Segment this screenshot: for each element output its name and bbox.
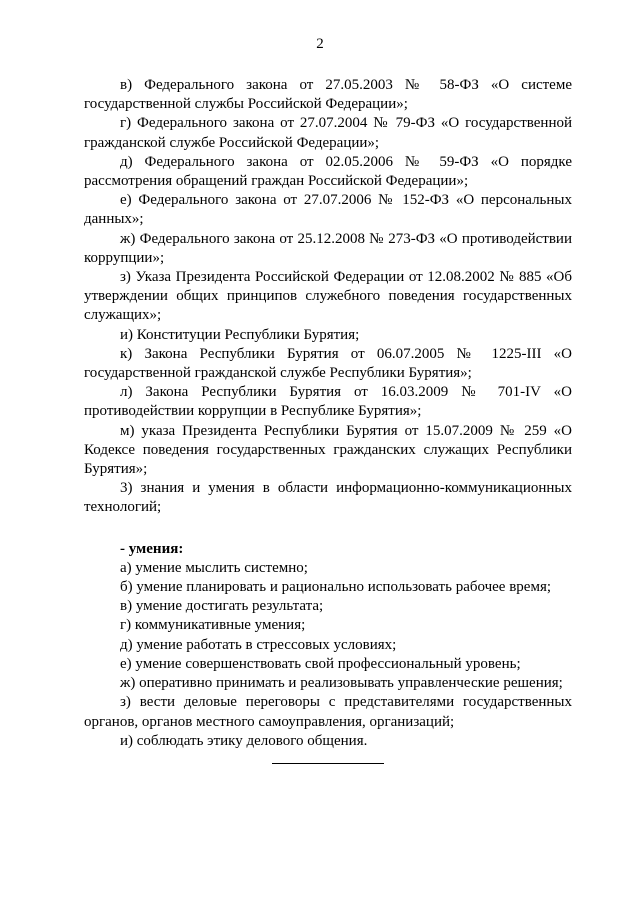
- knowledge-item-d: д) Федерального закона от 02.05.2006 № 59-ФЗ «О порядке рассмотрения обращений граждан Российской Федерации»;: [84, 153, 572, 190]
- knowledge-item-i: и) Конституции Республики Бурятия;: [120, 326, 360, 343]
- document-body: [84, 76, 572, 751]
- skill-item: е) умение совершенствовать свой профессиональный уровень;: [120, 655, 521, 672]
- skill-item: б) умение планировать и рационально использовать рабочее время;: [120, 579, 552, 596]
- skill-item: в) умение достигать результата;: [120, 598, 324, 615]
- knowledge-item-m: м) указа Президента Республики Бурятия от 15.07.2009 № 259 «О Кодексе поведения государственных гражданских служащих Республики Бурятия»;: [84, 422, 572, 478]
- skill-item: з) вести деловые переговоры с представителями государственных органов, органов местного самоуправления, организаций;: [84, 694, 572, 730]
- knowledge-item-z: з) Указа Президента Российской Федерации от 12.08.2002 № 885 «Об утверждении общих принципов служебного поведения государственных служащих»;: [84, 269, 572, 324]
- skill-item: и) соблюдать этику делового общения.: [120, 732, 368, 749]
- knowledge-item-ict: 3) знания и умения в области информационно-коммуникационных технологий;: [84, 480, 572, 516]
- knowledge-item-k: к) Закона Республики Бурятия от 06.07.2005 № 1225-III «О государственной гражданской службе Республики Бурятия»;: [84, 345, 572, 382]
- knowledge-item-e: е) Федерального закона от 27.07.2006 № 152-ФЗ «О персональных данных»;: [84, 192, 572, 228]
- page-number: 2: [316, 36, 324, 52]
- skill-item: ж) оперативно принимать и реализовывать управленческие решения;: [120, 675, 563, 692]
- end-divider-line: [272, 763, 384, 764]
- knowledge-item-l: л) Закона Республики Бурятия от 16.03.2009 № 701-IV «О противодействии коррупции в Республике Бурятия»;: [84, 384, 572, 420]
- knowledge-item-zh: ж) Федерального закона от 25.12.2008 № 273-ФЗ «О противодействии коррупции»;: [84, 230, 572, 266]
- section-gap: [84, 518, 572, 540]
- skill-item: а) умение мыслить системно;: [120, 559, 308, 576]
- skills-heading: - умения:: [120, 540, 184, 557]
- skill-item: д) умение работать в стрессовых условиях;: [120, 636, 397, 653]
- knowledge-item-g: г) Федерального закона от 27.07.2004 № 79-ФЗ «О государственной гражданской службе Российской Федерации»;: [84, 115, 572, 151]
- skill-item: г) коммуникативные умения;: [120, 617, 306, 634]
- knowledge-item-v: в) Федерального закона от 27.05.2003 № 58-ФЗ «О системе государственной службы Российской Федерации»;: [84, 77, 572, 113]
